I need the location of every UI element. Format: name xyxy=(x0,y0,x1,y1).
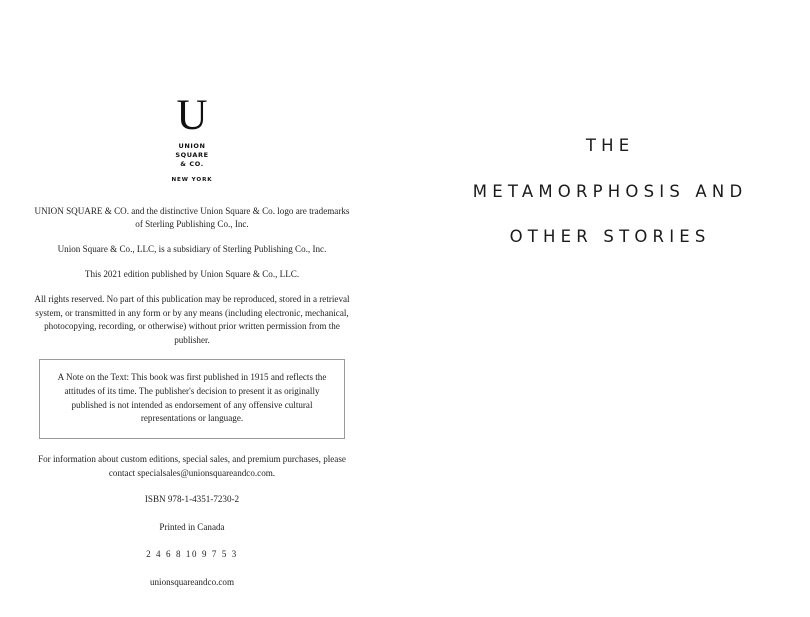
publisher-logo xyxy=(30,92,354,183)
colophon-block xyxy=(30,92,354,589)
title-page xyxy=(405,0,810,617)
note-on-the-text: A Note on the Text: This book was first published in 1915 and reflects the attitudes of its time. The publisher's decision to present it as originally published is not intended as endorsement of any offensive cultural representations or language. xyxy=(57,372,327,424)
isbn-line: ISBN 978-1-4351-7230-2 xyxy=(144,493,240,504)
note-on-the-text-box xyxy=(39,359,345,439)
logo-wordmark-line-1: UNION xyxy=(178,141,206,150)
printers-key-line: 2 4 6 8 10 9 7 5 3 xyxy=(146,549,238,560)
title-line-2: METAMORPHOSIS AND xyxy=(472,181,748,201)
printed-in-line: Printed in Canada xyxy=(159,521,225,532)
custom-editions-notice: For information about custom editions, special sales, and premium purchases, please contact specialsales@unionsquareandco.com. xyxy=(38,454,346,479)
rights-reserved-notice: All rights reserved. No part of this publication may be reproduced, stored in a retrieval system, or transmitted in any form or by any means (including electronic, mechanical, photocopying, recording, or otherwise) without prior written permission from the publisher. xyxy=(34,293,350,346)
title-line-1: THE xyxy=(585,136,635,155)
subsidiary-notice: Union Square & Co., LLC, is a subsidiary of Sterling Publishing Co., Inc. xyxy=(57,244,327,255)
publisher-website: unionsquareandco.com xyxy=(149,576,235,587)
edition-notice: This 2021 edition published by Union Square & Co., LLC. xyxy=(84,268,300,279)
logo-wordmark-line-2: SQUARE xyxy=(175,151,209,160)
book-title xyxy=(405,138,810,246)
logo-wordmark-line-3: & CO. xyxy=(180,160,204,169)
title-line-3: OTHER STORIES xyxy=(509,227,711,246)
union-square-monogram-icon: U xyxy=(176,92,208,139)
logo-city-label: NEW YORK xyxy=(171,176,213,183)
trademark-notice: UNION SQUARE & CO. and the distinctive Union Square & Co. logo are trademarks of Sterling Publishing Co., Inc. xyxy=(34,205,350,230)
